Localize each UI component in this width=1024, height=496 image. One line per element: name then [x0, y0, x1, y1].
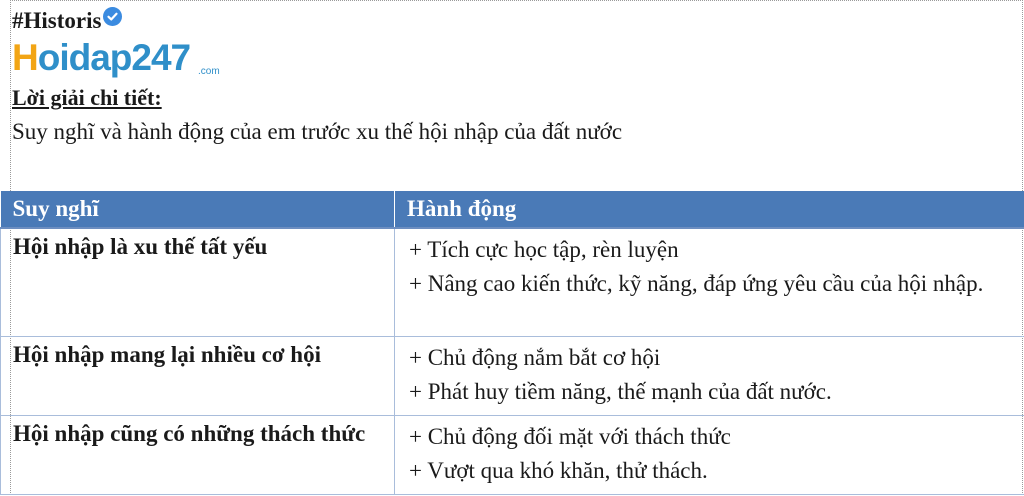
table-row	[1, 336, 1024, 415]
thinking-cell: Hội nhập cũng có những thách thức	[1, 415, 395, 494]
action-item: + Tích cực học tập, rèn luyện	[409, 237, 679, 262]
action-item: + Nâng cao kiến thức, kỹ năng, đáp ứng yêu cầu của hội nhập.	[409, 271, 984, 296]
action-item: + Vượt qua khó khăn, thử thách.	[409, 457, 708, 483]
section-heading: Lời giải chi tiết:	[12, 85, 162, 110]
hashtag-text[interactable]: #Historis	[12, 8, 102, 33]
thinking-cell: Hội nhập mang lại nhiều cơ hội	[1, 336, 395, 415]
header-thinking: Suy nghĩ	[1, 191, 395, 228]
logo-rest: oidap247	[37, 37, 191, 78]
hoidap247-logo	[12, 36, 220, 80]
hashtag-line	[12, 6, 122, 36]
action-cell	[395, 228, 1024, 336]
action-item: + Chủ động đối mặt với thách thức	[409, 423, 731, 449]
logo-initial: H	[12, 37, 38, 78]
action-cell	[395, 415, 1024, 494]
action-item: + Chủ động nắm bắt cơ hội	[409, 344, 661, 370]
action-item: + Phát huy tiềm năng, thế mạnh của đất nước.	[409, 378, 832, 404]
thinking-action-table	[0, 191, 1024, 495]
table-header-row	[1, 191, 1024, 228]
intro-sentence: Suy nghĩ và hành động của em trước xu thế hội nhập của đất nước	[12, 119, 623, 144]
verified-badge-icon	[103, 7, 122, 26]
thinking-cell: Hội nhập là xu thế tất yếu	[1, 228, 395, 336]
header-action: Hành động	[395, 191, 1024, 228]
table-row	[1, 228, 1024, 336]
action-cell	[395, 336, 1024, 415]
logo-suffix: .com	[198, 66, 220, 77]
table-row	[1, 415, 1024, 494]
logo-wordmark	[12, 37, 190, 78]
